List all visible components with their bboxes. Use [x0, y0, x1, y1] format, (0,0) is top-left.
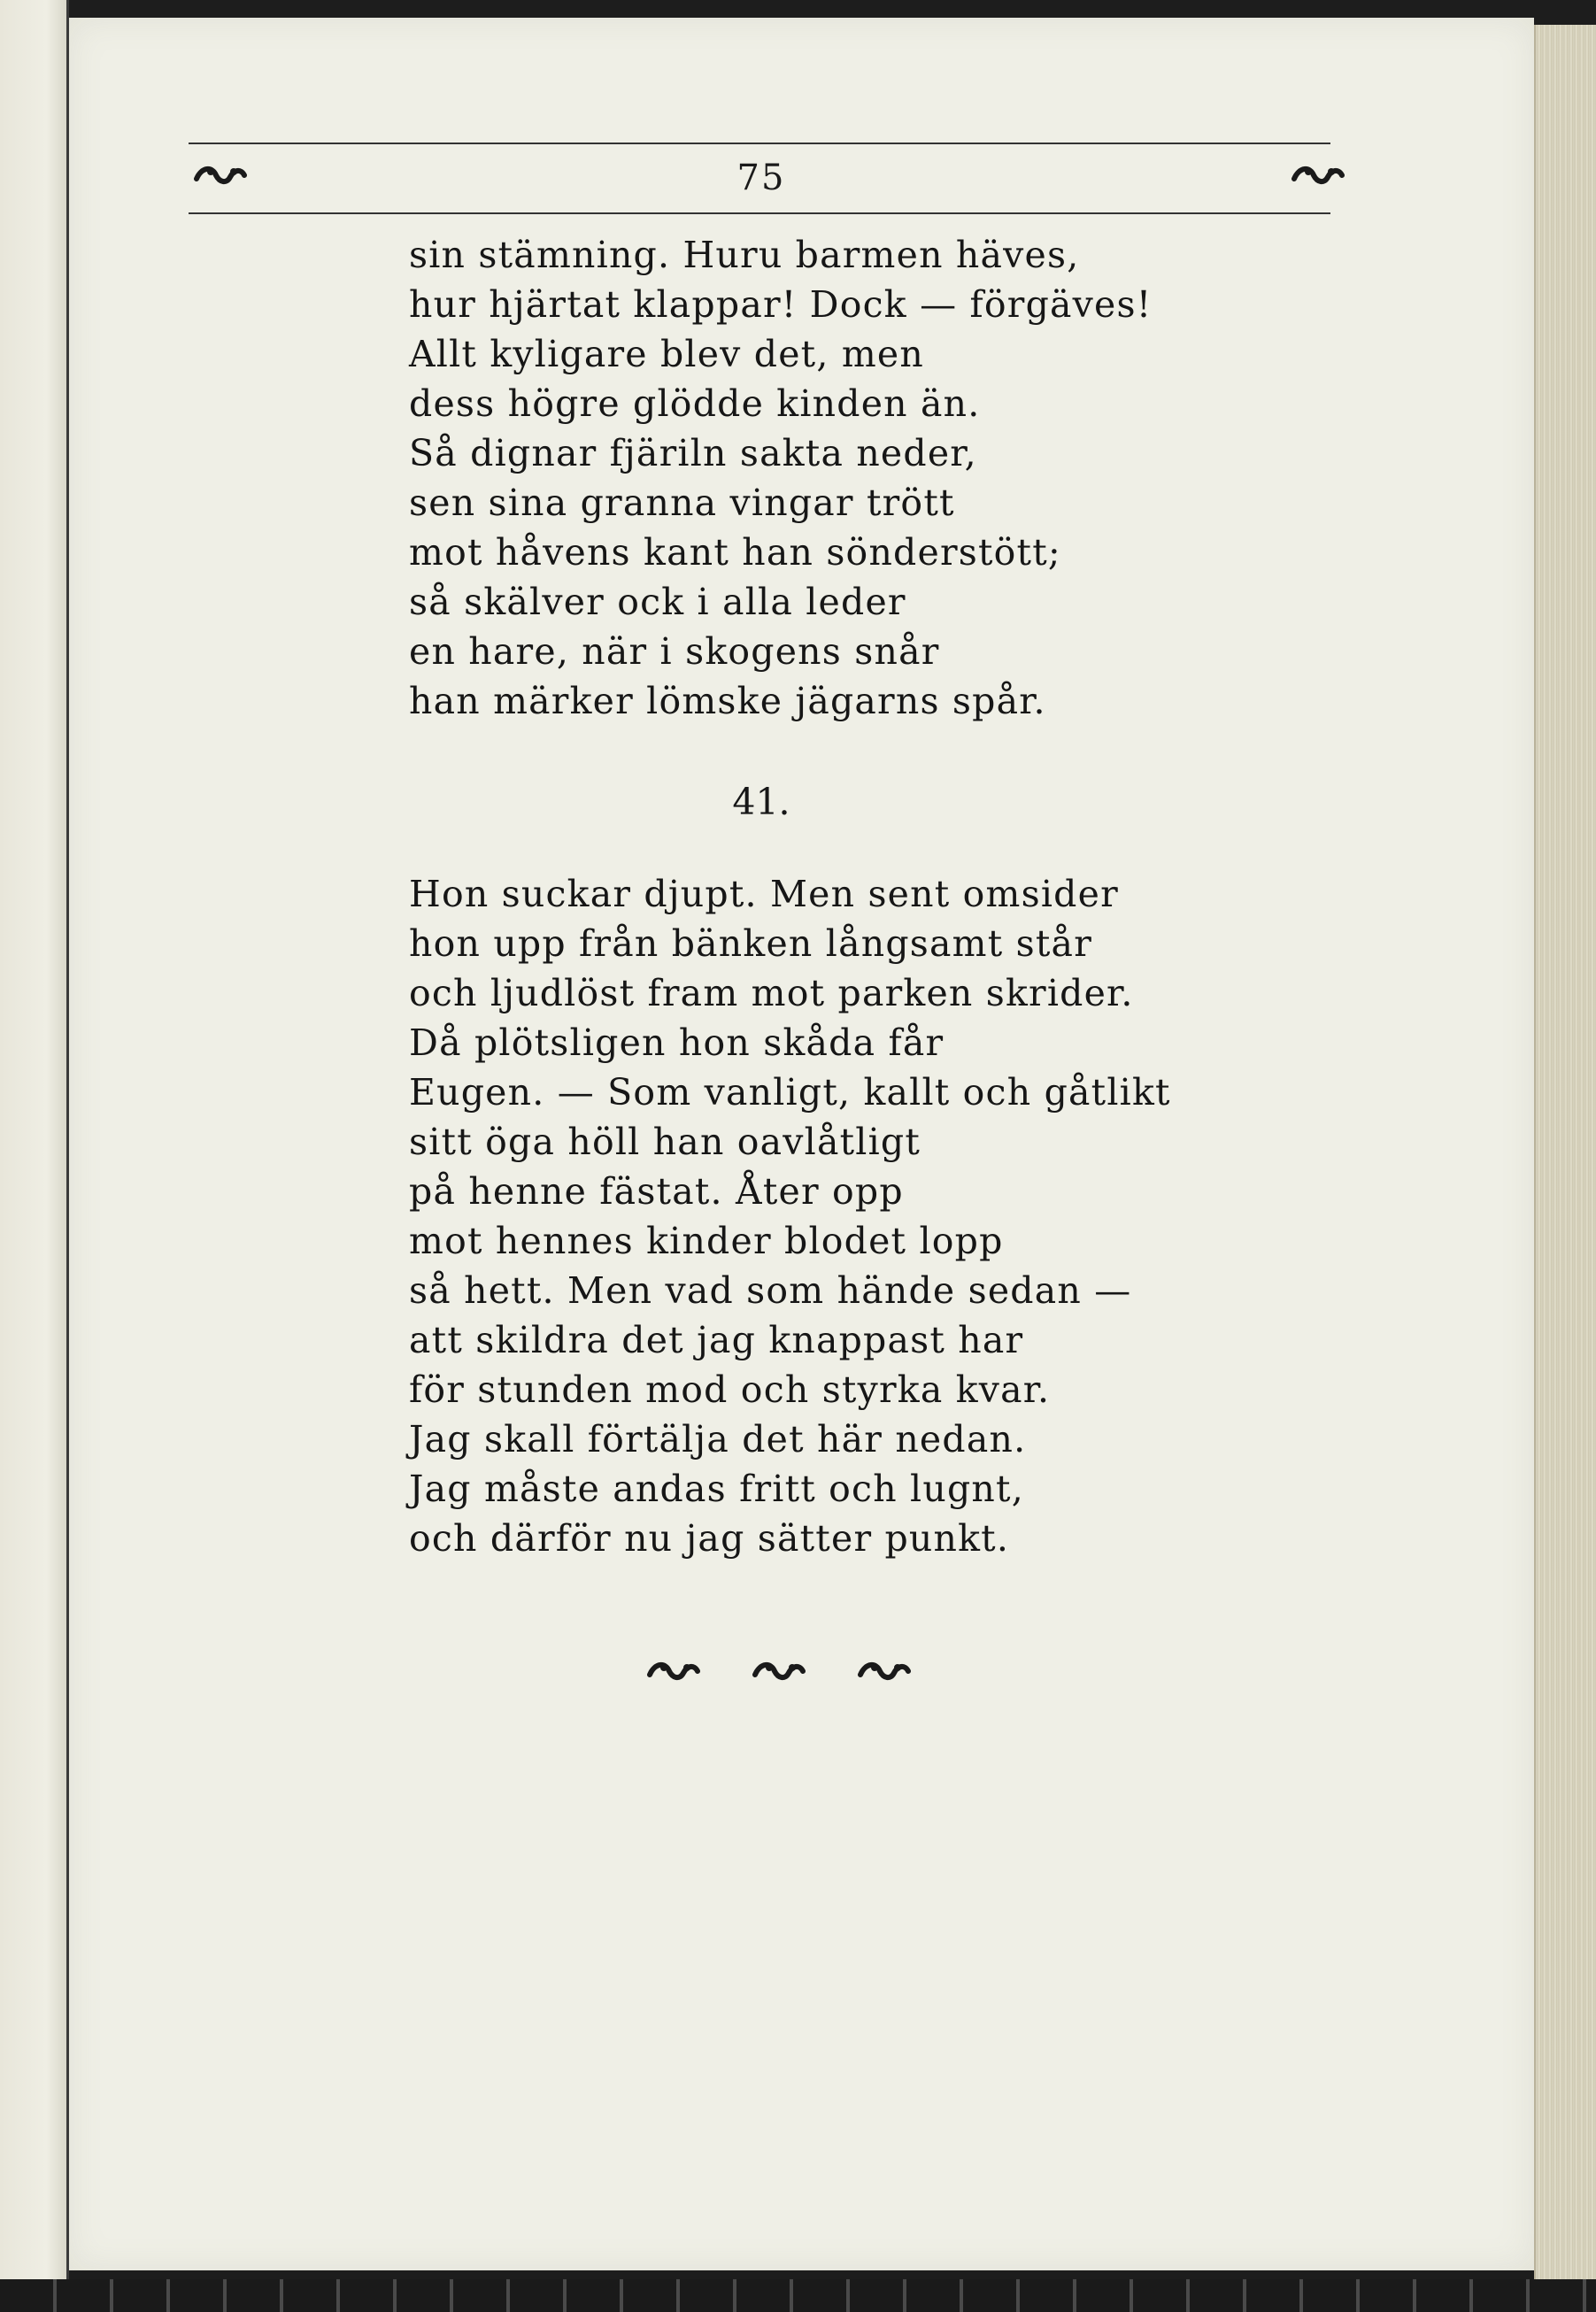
fleuron-ornament-icon — [646, 1657, 701, 1684]
verse-line: Hon suckar djupt. Men sent omsider — [409, 873, 1119, 915]
verse-line: Eugen. — Som vanligt, kallt och gåtlikt — [409, 1071, 1171, 1114]
fleuron-ornament-icon — [752, 1657, 806, 1684]
verse-line: Allt kyligare blev det, men — [409, 333, 924, 375]
verse-line: Så dignar fjäriln sakta neder, — [409, 432, 977, 474]
verse-line: att skildra det jag knappast har — [409, 1319, 1024, 1361]
verse-line: mot hennes kinder blodet lopp — [409, 1220, 1004, 1262]
verse-line: dess högre glödde kinden än. — [409, 382, 981, 425]
header-rule-bottom — [189, 212, 1330, 214]
verse-line: Jag skall förtälja det här nedan. — [409, 1418, 1027, 1460]
verse-line: en hare, när i skogens snår — [409, 630, 940, 673]
verse-line: hur hjärtat klappar! Dock — förgäves! — [409, 283, 1153, 326]
fleuron-ornament-icon — [1291, 161, 1345, 188]
end-ornaments — [646, 1657, 912, 1684]
verse-line: så skälver ock i alla leder — [409, 581, 906, 623]
header-rule-top — [189, 143, 1330, 144]
section-number: 41. — [732, 781, 790, 823]
verse-line: och ljudlöst fram mot parken skrider. — [409, 972, 1134, 1014]
facing-page-edge — [0, 0, 69, 2279]
fleuron-ornament-icon — [857, 1657, 912, 1684]
page-number: 75 — [736, 158, 786, 198]
verse-line: sitt öga höll han oavlåtligt — [409, 1121, 921, 1163]
verse-line: på henne fästat. Åter opp — [409, 1170, 904, 1213]
verse-line: han märker lömske jägarns spår. — [409, 680, 1046, 722]
verse-line: mot håvens kant han sönderstött; — [409, 531, 1061, 574]
stanza-end — [409, 230, 1152, 726]
verse-line: Jag måste andas fritt och lugnt, — [409, 1468, 1024, 1510]
verse-line: sin stämning. Huru barmen häves, — [409, 234, 1080, 276]
verse-line: så hett. Men vad som hände sedan — — [409, 1269, 1132, 1312]
verse-line: och därför nu jag sätter punkt. — [409, 1517, 1010, 1560]
verse-line: Då plötsligen hon skåda får — [409, 1021, 944, 1064]
scan-calibration-strip — [0, 2279, 1596, 2312]
stanza-41 — [409, 869, 1171, 1563]
fleuron-ornament-icon — [193, 161, 248, 188]
verse-line: sen sina granna vingar trött — [409, 482, 955, 524]
verse-line: hon upp från bänken långsamt står — [409, 922, 1092, 965]
page-edges — [1534, 25, 1596, 2291]
verse-line: för stunden mod och styrka kvar. — [409, 1368, 1051, 1411]
